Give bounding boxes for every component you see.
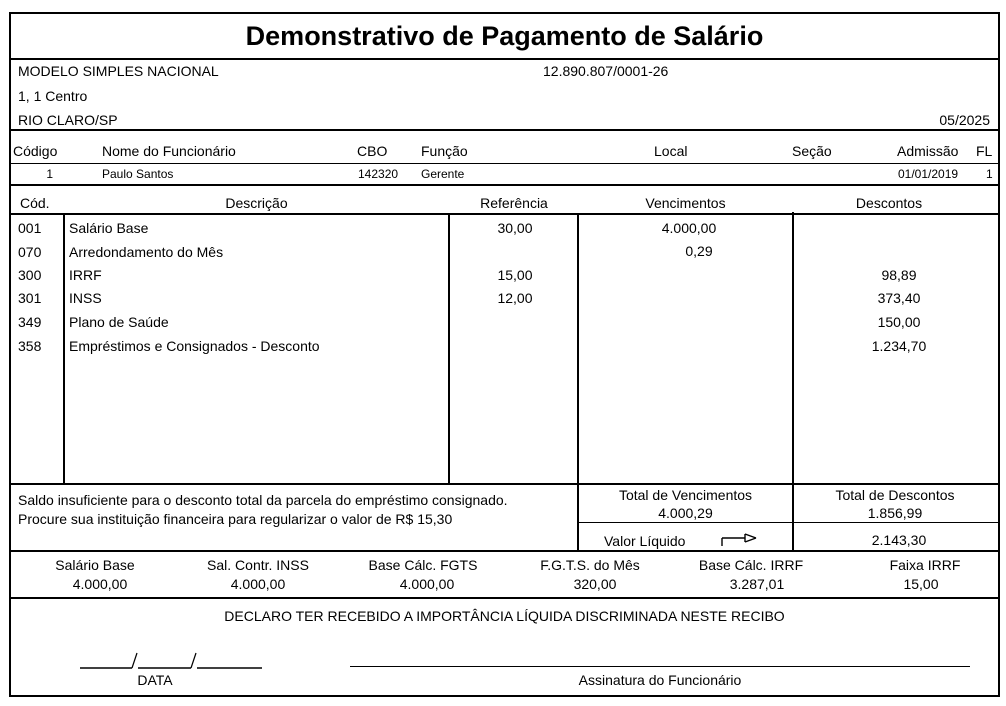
fgts-mes-label: F.G.T.S. do Mês (540, 557, 640, 573)
item-cod: 349 (18, 314, 42, 330)
faixa-irrf-value: 15,00 (903, 576, 939, 592)
total-vencimentos-label: Total de Vencimentos (618, 487, 753, 503)
item-descricao: Plano de Saúde (69, 314, 169, 330)
base-salario-value: 4.000,00 (72, 576, 128, 592)
divider (11, 597, 998, 599)
divider (11, 129, 998, 131)
item-referencia: 15,00 (497, 267, 533, 283)
employee-codigo: 1 (46, 167, 53, 181)
header-local: Local (654, 143, 688, 159)
item-cod: 001 (18, 220, 42, 236)
divider (11, 550, 998, 552)
payroll-period: 05/2025 (939, 112, 990, 128)
employee-cbo: 142320 (358, 167, 399, 181)
divider (11, 58, 998, 60)
header-codigo: Código (13, 143, 58, 159)
total-descontos-label: Total de Descontos (835, 487, 955, 503)
item-referencia: 30,00 (497, 220, 533, 236)
base-inss-label: Sal. Contr. INSS (207, 557, 309, 573)
page-title: Demonstrativo de Pagamento de Salário (245, 21, 764, 51)
column-divider (63, 214, 65, 484)
item-cod: 070 (18, 244, 42, 260)
total-descontos-value: 1.856,99 (867, 505, 923, 521)
date-label: DATA (137, 672, 173, 688)
header-cbo: CBO (357, 143, 388, 159)
base-inss-value: 4.000,00 (230, 576, 286, 592)
base-irrf-value: 3.287,01 (729, 576, 785, 592)
header-funcao: Função (421, 143, 468, 159)
total-vencimentos-value: 4.000,29 (658, 505, 713, 521)
declaration-text: DECLARO TER RECEBIDO A IMPORTÂNCIA LÍQUIDA DISCRIMINADA NESTE RECIBO (224, 608, 785, 624)
header-descricao: Descrição (225, 195, 288, 211)
item-descricao: Arredondamento do Mês (69, 244, 224, 260)
base-irrf-label: Base Cálc. IRRF (698, 557, 804, 573)
company-cnpj: 12.890.807/0001-26 (543, 63, 669, 79)
item-descricao: IRRF (69, 267, 102, 283)
item-descricao: INSS (69, 290, 102, 306)
payslip-frame (9, 12, 1000, 697)
header-fl: FL (976, 143, 993, 159)
item-cod: 300 (18, 267, 42, 283)
fgts-mes-value: 320,00 (573, 576, 617, 592)
header-vencimentos: Vencimentos (645, 195, 726, 211)
item-descricao: Empréstimos e Consignados - Desconto (69, 338, 320, 354)
header-referencia: Referência (480, 195, 548, 211)
valor-liquido-value: 2.143,30 (871, 532, 927, 548)
divider (11, 184, 998, 186)
item-vencimento: 4.000,00 (661, 220, 717, 236)
divider (11, 163, 998, 164)
divider (11, 213, 998, 215)
message-line-1: Saldo insuficiente para o desconto total da parcela do empréstimo consignado. (18, 492, 508, 508)
item-desconto: 98,89 (881, 267, 917, 283)
message-line-2: Procure sua instituição financeira para regularizar o valor de R$ 15,30 (18, 511, 453, 527)
header-nome: Nome do Funcionário (102, 143, 236, 159)
date-signature-lines (80, 650, 265, 670)
base-salario-label: Salário Base (55, 557, 135, 573)
company-address: 1, 1 Centro (18, 88, 88, 104)
header-descontos: Descontos (855, 195, 923, 211)
item-referencia: 12,00 (497, 290, 533, 306)
header-secao: Seção (792, 143, 832, 159)
item-desconto: 1.234,70 (871, 338, 927, 354)
employee-funcao: Gerente (421, 167, 465, 181)
item-vencimento: 0,29 (685, 243, 713, 259)
valor-liquido-label: Valor Líquido (604, 533, 686, 549)
company-city: RIO CLARO/SP (18, 112, 118, 128)
employee-admissao: 01/01/2019 (898, 167, 959, 181)
header-admissao: Admissão (897, 143, 959, 159)
divider (578, 522, 998, 523)
company-name: MODELO SIMPLES NACIONAL (18, 63, 219, 79)
item-cod: 358 (18, 338, 42, 354)
base-fgts-value: 4.000,00 (399, 576, 455, 592)
employee-nome: Paulo Santos (102, 167, 174, 181)
header-cod: Cód. (20, 195, 50, 211)
faixa-irrf-label: Faixa IRRF (889, 557, 961, 573)
item-desconto: 150,00 (877, 314, 921, 330)
item-cod: 301 (18, 290, 42, 306)
column-divider (448, 214, 450, 484)
item-desconto: 373,40 (877, 290, 921, 306)
divider (11, 483, 998, 485)
base-fgts-label: Base Cálc. FGTS (368, 557, 478, 573)
employee-signature-label: Assinatura do Funcionário (578, 672, 742, 688)
signature-line (350, 666, 970, 667)
arrow-right-icon (720, 532, 758, 548)
employee-fl: 1 (986, 167, 993, 181)
item-descricao: Salário Base (69, 220, 149, 236)
